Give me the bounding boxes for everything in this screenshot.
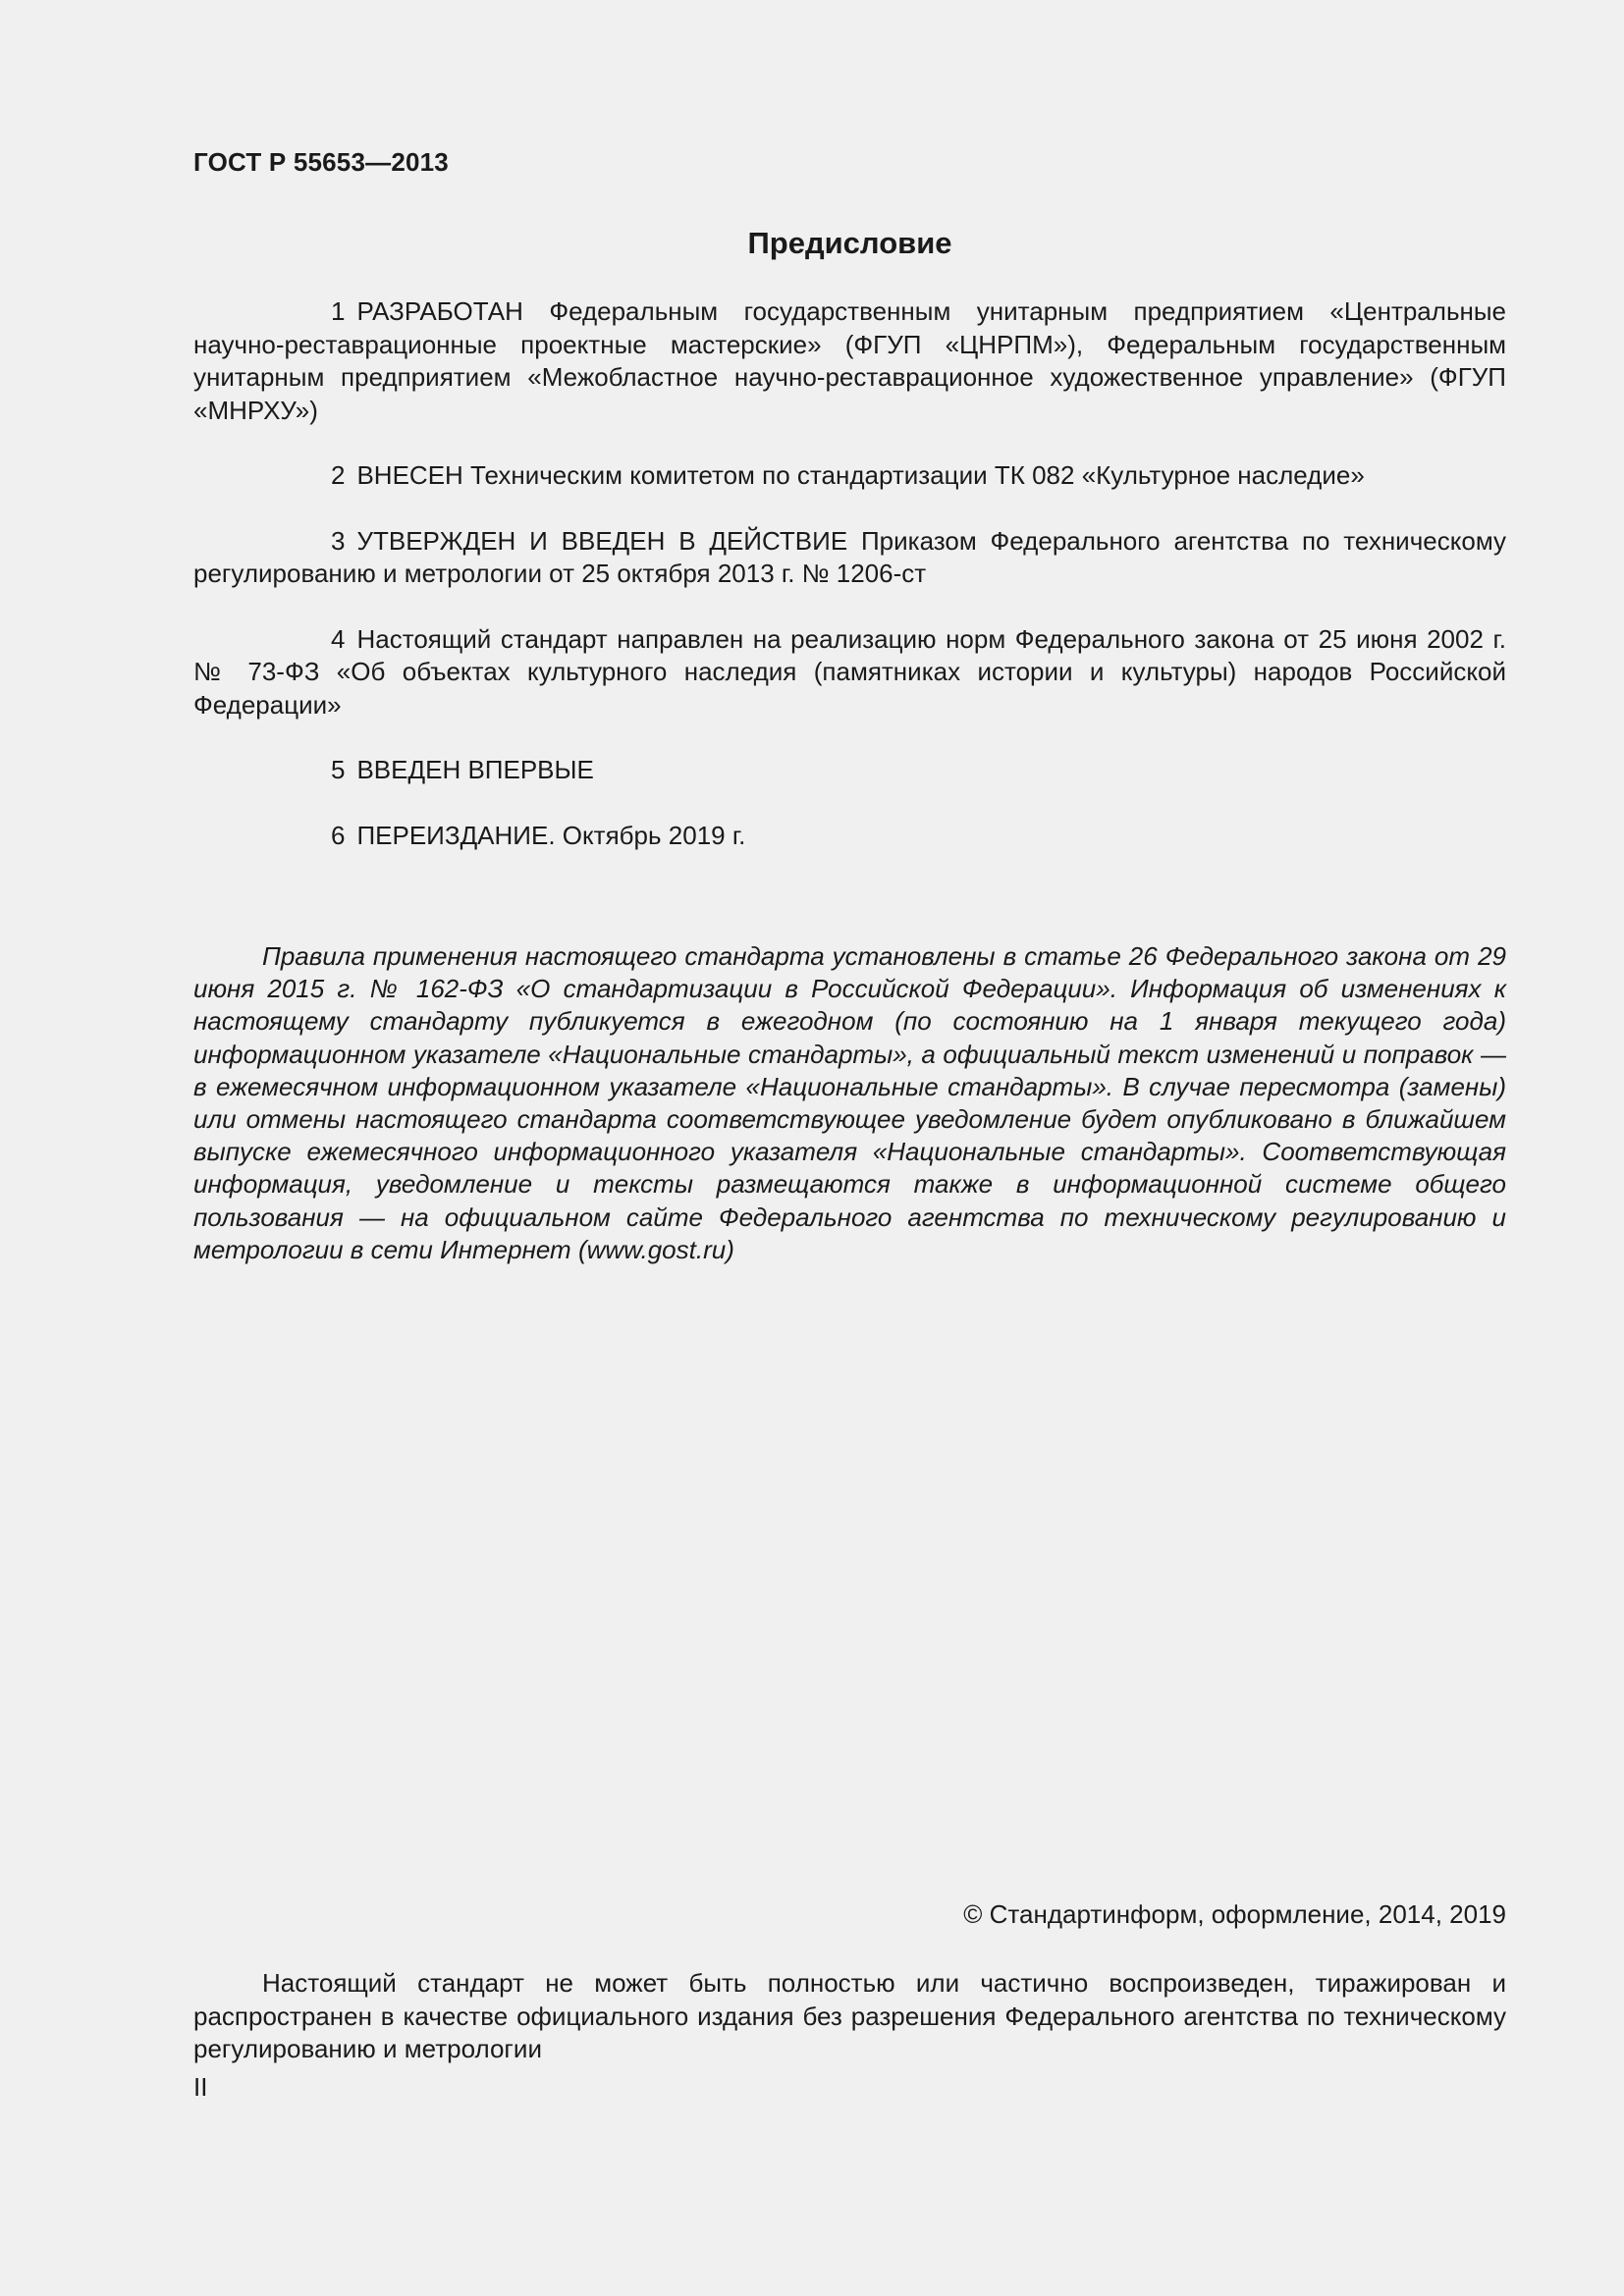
item-text: РАЗРАБОТАН Федеральным государственным унитарным предприятием «Центральные научно-реставрационные проектные мастерские» (ФГУП «ЦНРПМ»), Федеральным государственным унитарным предприятием «Межобластное научно-реставрационное художественное управление» (ФГУП «МНРХУ») bbox=[193, 296, 1506, 425]
foreword-item-5 bbox=[193, 754, 1506, 787]
rules-note: Правила применения настоящего стандарта установлены в статье 26 Федерального закона от 29 июня 2015 г. № 162-ФЗ «О стандартизации в Российской Федерации». Информация об изменениях к настоящему стандарту публикуется в ежегодном (по состоянию на 1 января текущего года) информационном указателе «Национальные стандарты», а официальный текст изменений и поправок — в ежемесячном информационном указателе «Национальные стандарты». В случае пересмотра (замены) или отмены настоящего стандарта соответствующее уведомление будет опубликовано в ближайшем выпуске ежемесячного информационного указателя «Национальные стандарты». Соответствующая информация, уведомление и тексты размещаются также в информационной системе общего пользования — на официальном сайте Федерального агентства по техническому регулированию и метрологии в сети Интернет (www.gost.ru) bbox=[193, 941, 1506, 1264]
document-code: ГОСТ Р 55653—2013 bbox=[193, 147, 449, 177]
item-number: 1 bbox=[331, 296, 346, 326]
page-title: Предисловие bbox=[747, 226, 952, 260]
reproduction-notice: Настоящий стандарт не может быть полностью или частично воспроизведен, тиражирован и распространен в качестве официального издания без разрешения Федерального агентства по техническому регулированию и метрологии bbox=[193, 1968, 1506, 2063]
foreword-item-2 bbox=[193, 459, 1506, 493]
item-text: ВВЕДЕН ВПЕРВЫЕ bbox=[356, 755, 594, 784]
item-number: 4 bbox=[331, 623, 346, 654]
foreword-item-4 bbox=[193, 623, 1506, 722]
item-number: 3 bbox=[331, 525, 346, 556]
item-text: Настоящий стандарт направлен на реализацию норм Федерального закона от 25 июня 2002 г. № 73-ФЗ «Об объектах культурного наследия (памятниках истории и культуры) народов Российской Федерации» bbox=[193, 623, 1506, 720]
copyright-line: © Стандартинформ, оформление, 2014, 2019 bbox=[963, 1899, 1506, 1929]
foreword-item-1 bbox=[193, 295, 1506, 427]
item-text: ВНЕСЕН Техническим комитетом по стандартизации ТК 082 «Культурное наследие» bbox=[356, 460, 1365, 490]
item-text: ПЕРЕИЗДАНИЕ. Октябрь 2019 г. bbox=[356, 820, 746, 850]
item-text: УТВЕРЖДЕН И ВВЕДЕН В ДЕЙСТВИЕ Приказом Федерального агентства по техническому регулированию и метрологии от 25 октября 2013 г. № 1206-ст bbox=[193, 525, 1506, 588]
page-number: II bbox=[193, 2072, 208, 2102]
item-number: 5 bbox=[331, 755, 346, 784]
item-number: 2 bbox=[331, 460, 346, 490]
foreword-item-6 bbox=[193, 820, 1506, 853]
foreword-items bbox=[193, 295, 1506, 884]
item-number: 6 bbox=[331, 820, 346, 850]
foreword-item-3 bbox=[193, 525, 1506, 591]
